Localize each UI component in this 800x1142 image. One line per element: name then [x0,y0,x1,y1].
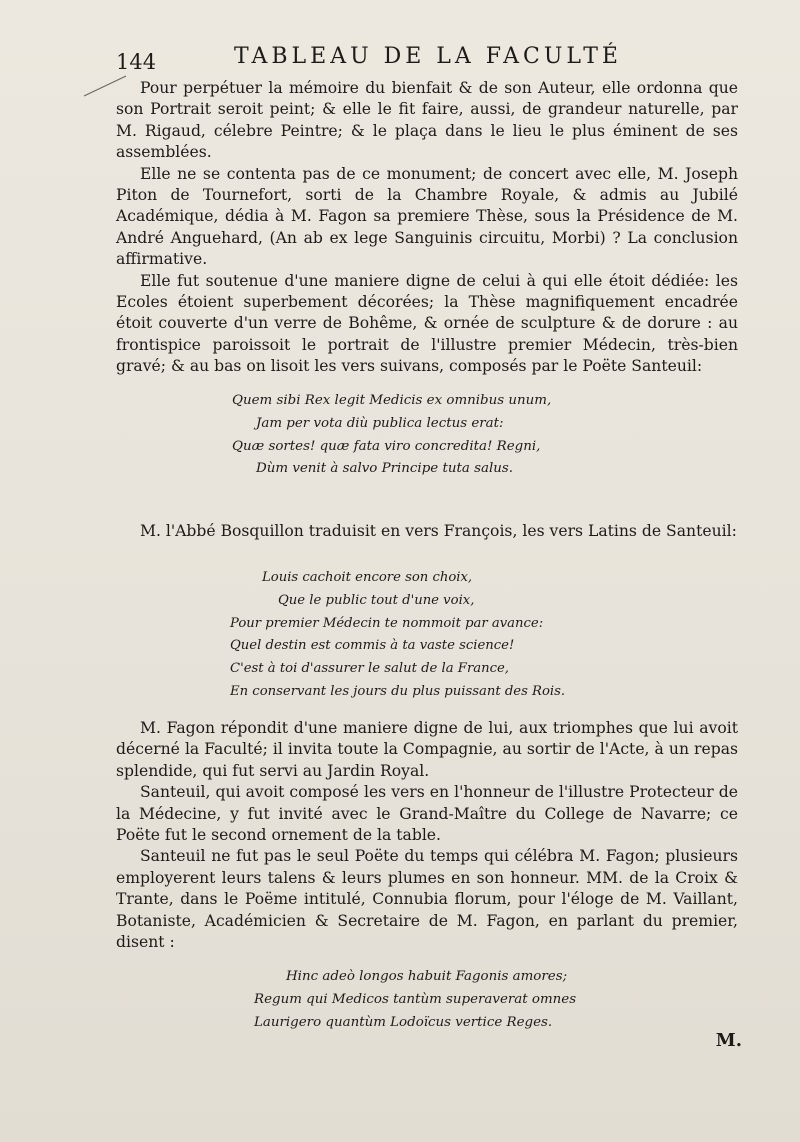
verse-line: Que le public tout d'une voix, [278,592,475,608]
verse-line: C'est à toi d'assurer le salut de la France, [230,661,509,677]
body-section-1 [116,78,738,378]
paragraph: Santeuil, qui avoit composé les vers en l'honneur de l'illustre Protecteur de la Médecine, y fut invité avec le Grand-Maître du College de Navarre; ce Poëte fut le second ornement de la table. [116,783,738,845]
verse-line: Quem sibi Rex legit Medicis ex omnibus unum, [232,393,552,408]
verse-line: Quel destin est commis à ta vaste science! [230,638,515,654]
latin-verse-2 [254,966,576,1034]
verse-line: Pour premier Médecin te nommoit par avance: [230,615,544,631]
verse-line: Regum qui Medicos tantùm superaverat omnes [254,991,577,1007]
page-header [116,44,742,80]
verse-line: Laurigero quantùm Lodoïcus vertice Reges. [254,1014,553,1030]
paragraph: M. Fagon répondit d'une maniere digne de lui, aux triomphes que lui avoit décerné la Faculté; il invita toute la Compagnie, au sortir de l'Acte, à un repas splendide, qui fut servi au Jardin Royal. [116,719,738,780]
paragraph: Santeuil ne fut pas le seul Poëte du temps qui célébra M. Fagon; plusieurs employerent leurs talens & leurs plumes en son honneur. MM. de la Croix & Trante, dans le Poëme intitulé, Connubia florum, pour l'éloge de M. Vaillant, Botaniste, Académicien & Secretaire de M. Fagon, en parlant du premier, disent : [116,847,738,952]
running-title: TABLEAU DE LA FACULTÉ [234,44,622,69]
paragraph: M. l'Abbé Bosquillon traduisit en vers François, les vers Latins de Santeuil: [140,522,737,540]
french-verse [230,567,565,704]
catchword: M. [715,1030,742,1051]
verse-line: Quæ sortes! quæ fata viro concredita! Regni, [232,438,541,454]
body-section-2 [116,521,738,542]
verse-line: Louis cachoit encore son choix, [262,570,473,585]
latin-verse-1 [232,390,551,481]
verse-line: Dùm venit à salvo Principe tuta salus. [256,461,513,477]
body-section-3 [116,718,738,953]
page-number: 144 [116,50,157,74]
verse-line: Hinc adeò longos habuit Fagonis amores; [286,969,568,984]
verse-line: Jam per vota diù publica lectus erat: [256,415,504,431]
verse-line: En conservant les jours du plus puissant des Rois. [230,683,566,699]
paragraph: Pour perpétuer la mémoire du bienfait & de son Auteur, elle ordonna que son Portrait seroit peint; & elle le fit faire, aussi, de grandeur naturelle, par M. Rigaud, célebre Peintre; & le plaça dans le lieu le plus éminent de ses assemblées. [116,79,738,162]
paragraph: Elle fut soutenue d'une maniere digne de celui à qui elle étoit dédiée: les Ecoles étoient superbement décorées; la Thèse magnifiquement encadrée étoit couverte d'un verre de Bohême, & ornée de sculpture & de dorure : au frontispice paroissoit le portrait de l'illustre premier Médecin, très-bien gravé; & au bas on lisoit les vers suivans, composés par le Poëte Santeuil: [116,271,738,376]
paragraph: Elle ne se contenta pas de ce monument; de concert avec elle, M. Joseph Piton de Tournefort, sorti de la Chambre Royale, & admis au Jubilé Académique, dédia à M. Fagon sa premiere Thèse, sous la Présidence de M. André Anguehard, (An ab ex lege Sanguinis circuitu, Morbi) ? La conclusion affirmative. [116,164,738,269]
